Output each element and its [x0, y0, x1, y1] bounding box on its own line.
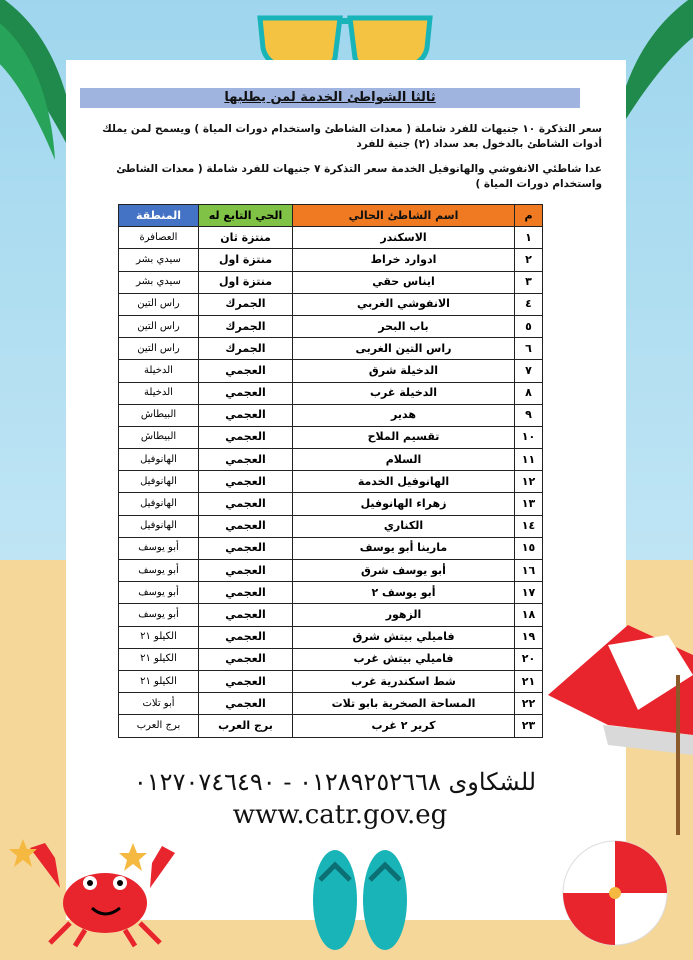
table-row [119, 426, 543, 448]
district-cell: العجمي [199, 426, 293, 448]
starfish-icon [8, 838, 38, 868]
row-number: ٢٠ [515, 648, 543, 670]
website-link[interactable]: www.catr.gov.eg [232, 800, 448, 830]
region-cell: أبو يوسف [119, 582, 199, 604]
row-number: ٢١ [515, 670, 543, 692]
row-number: ١٣ [515, 493, 543, 515]
row-number: ١ [515, 227, 543, 249]
row-number: ١٩ [515, 626, 543, 648]
district-cell: الجمرك [199, 293, 293, 315]
region-cell: الهانوفيل [119, 493, 199, 515]
district-cell: العجمي [199, 648, 293, 670]
row-number: ٥ [515, 315, 543, 337]
region-cell: البيطاش [119, 404, 199, 426]
region-cell: أبو يوسف [119, 560, 199, 582]
table-row [119, 626, 543, 648]
beach-name-cell: زهراء الهانوفيل [293, 493, 515, 515]
beach-name-cell: الكناري [293, 515, 515, 537]
district-cell: العجمي [199, 360, 293, 382]
table-row [119, 293, 543, 315]
row-number: ١٥ [515, 537, 543, 559]
beach-name-cell: فاميلي بيتش غرب [293, 648, 515, 670]
beach-umbrella-icon [548, 615, 693, 835]
table-row [119, 693, 543, 715]
table-row [119, 382, 543, 404]
region-cell: أبو تلات [119, 693, 199, 715]
table-row [119, 715, 543, 737]
beach-name-cell: المساحة الصخرية بابو تلات [293, 693, 515, 715]
beach-name-cell: الاسكندر [293, 227, 515, 249]
region-cell: سيدي بشر [119, 249, 199, 271]
region-cell: برج العرب [119, 715, 199, 737]
table-row [119, 449, 543, 471]
row-number: ١٤ [515, 515, 543, 537]
beach-name-cell: الانفوشي الغربي [293, 293, 515, 315]
table-row [119, 493, 543, 515]
region-cell: أبو يوسف [119, 604, 199, 626]
region-cell: الهانوفيل [119, 449, 199, 471]
starfish-icon [118, 842, 148, 872]
table-row [119, 227, 543, 249]
table-row [119, 582, 543, 604]
exception-paragraph: عدا شاطئي الانفوشي والهانوفيل الخدمة سعر التذكرة ٧ جنيهات للفرد شاملة ( معدات الشاطئ واستخدام دورات المياة ) [116, 163, 602, 190]
district-cell: الجمرك [199, 315, 293, 337]
region-cell: الكيلو ٢١ [119, 626, 199, 648]
row-number: ١٦ [515, 560, 543, 582]
table-row [119, 648, 543, 670]
beach-name-cell: أبو يوسف شرق [293, 560, 515, 582]
beach-name-cell: الزهور [293, 604, 515, 626]
district-cell: العجمي [199, 560, 293, 582]
district-cell: العجمي [199, 626, 293, 648]
header-beach-name: اسم الشاطئ الحالي [293, 205, 515, 227]
table-row [119, 315, 543, 337]
header-region: المنطقة [119, 205, 199, 227]
district-cell: منتزة اول [199, 249, 293, 271]
page-title: ثالثا الشواطئ الخدمة لمن يطلبها [224, 90, 436, 105]
row-number: ١١ [515, 449, 543, 471]
table-row [119, 604, 543, 626]
crab-icon [20, 828, 180, 948]
district-cell: العجمي [199, 582, 293, 604]
district-cell: العجمي [199, 537, 293, 559]
district-cell: برج العرب [199, 715, 293, 737]
region-cell: البيطاش [119, 426, 199, 448]
pricing-paragraph: سعر التذكرة ١٠ جنيهات للفرد شاملة ( معدات الشاطئ واستخدام دورات المياة ) ويسمح لمن يملك أدوات الشاطئ بالدخول بعد سداد (٢) جنية للفرد [102, 123, 602, 150]
table-row [119, 360, 543, 382]
row-number: ١٧ [515, 582, 543, 604]
row-number: ١٠ [515, 426, 543, 448]
region-cell: راس التين [119, 315, 199, 337]
region-cell: الهانوفيل [119, 515, 199, 537]
table-row [119, 670, 543, 692]
region-cell: راس التين [119, 293, 199, 315]
region-cell: الهانوفيل [119, 471, 199, 493]
header-district: الحي التابع له [199, 205, 293, 227]
district-cell: العجمي [199, 693, 293, 715]
beach-name-cell: ادوارد خراط [293, 249, 515, 271]
beach-name-cell: راس التين الغربى [293, 338, 515, 360]
district-cell: العجمي [199, 604, 293, 626]
beach-name-cell: شط اسكندرية غرب [293, 670, 515, 692]
beach-name-cell: فاميلي بيتش شرق [293, 626, 515, 648]
table-row [119, 560, 543, 582]
beach-name-cell: مارينا أبو يوسف [293, 537, 515, 559]
table-header-row [119, 205, 543, 227]
district-cell: العجمي [199, 515, 293, 537]
region-cell: سيدي بشر [119, 271, 199, 293]
region-cell: الكيلو ٢١ [119, 670, 199, 692]
row-number: ٨ [515, 382, 543, 404]
district-cell: العجمي [199, 493, 293, 515]
beach-name-cell: الهانوفيل الخدمة [293, 471, 515, 493]
region-cell: الدخيلة [119, 382, 199, 404]
district-cell: العجمي [199, 670, 293, 692]
row-number: ١٢ [515, 471, 543, 493]
row-number: ٢ [515, 249, 543, 271]
table-row [119, 471, 543, 493]
beaches-table [118, 204, 543, 738]
row-number: ٦ [515, 338, 543, 360]
district-cell: منتزة ثان [199, 227, 293, 249]
row-number: ٣ [515, 271, 543, 293]
table-row [119, 271, 543, 293]
district-cell: العجمي [199, 471, 293, 493]
beach-name-cell: أبو يوسف ٢ [293, 582, 515, 604]
beach-ball-icon [560, 838, 670, 948]
region-cell: العصافرة [119, 227, 199, 249]
header-num: م [515, 205, 543, 227]
complaints-phone: للشكاوى ٠١٢٨٩٢٥٢٦٦٨ - ٠١٢٧٠٧٤٦٤٩٠ [133, 768, 537, 796]
district-cell: منتزة اول [199, 271, 293, 293]
region-cell: راس التين [119, 338, 199, 360]
beach-name-cell: باب البحر [293, 315, 515, 337]
beach-name-cell: الدخيلة شرق [293, 360, 515, 382]
beach-name-cell: تقسيم الملاح [293, 426, 515, 448]
beach-name-cell: السلام [293, 449, 515, 471]
table-row [119, 515, 543, 537]
district-cell: العجمي [199, 404, 293, 426]
beach-name-cell: الدخيلة غرب [293, 382, 515, 404]
row-number: ٢٣ [515, 715, 543, 737]
beach-name-cell: ايناس حقي [293, 271, 515, 293]
row-number: ٤ [515, 293, 543, 315]
region-cell: الكيلو ٢١ [119, 648, 199, 670]
district-cell: العجمي [199, 382, 293, 404]
table-row [119, 537, 543, 559]
table-row [119, 338, 543, 360]
region-cell: أبو يوسف [119, 537, 199, 559]
beach-name-cell: هدير [293, 404, 515, 426]
row-number: ٧ [515, 360, 543, 382]
table-row [119, 404, 543, 426]
district-cell: الجمرك [199, 338, 293, 360]
row-number: ٩ [515, 404, 543, 426]
row-number: ١٨ [515, 604, 543, 626]
table-row [119, 249, 543, 271]
row-number: ٢٢ [515, 693, 543, 715]
district-cell: العجمي [199, 449, 293, 471]
beach-name-cell: كرير ٢ غرب [293, 715, 515, 737]
region-cell: الدخيلة [119, 360, 199, 382]
flip-flops-icon [300, 840, 420, 960]
